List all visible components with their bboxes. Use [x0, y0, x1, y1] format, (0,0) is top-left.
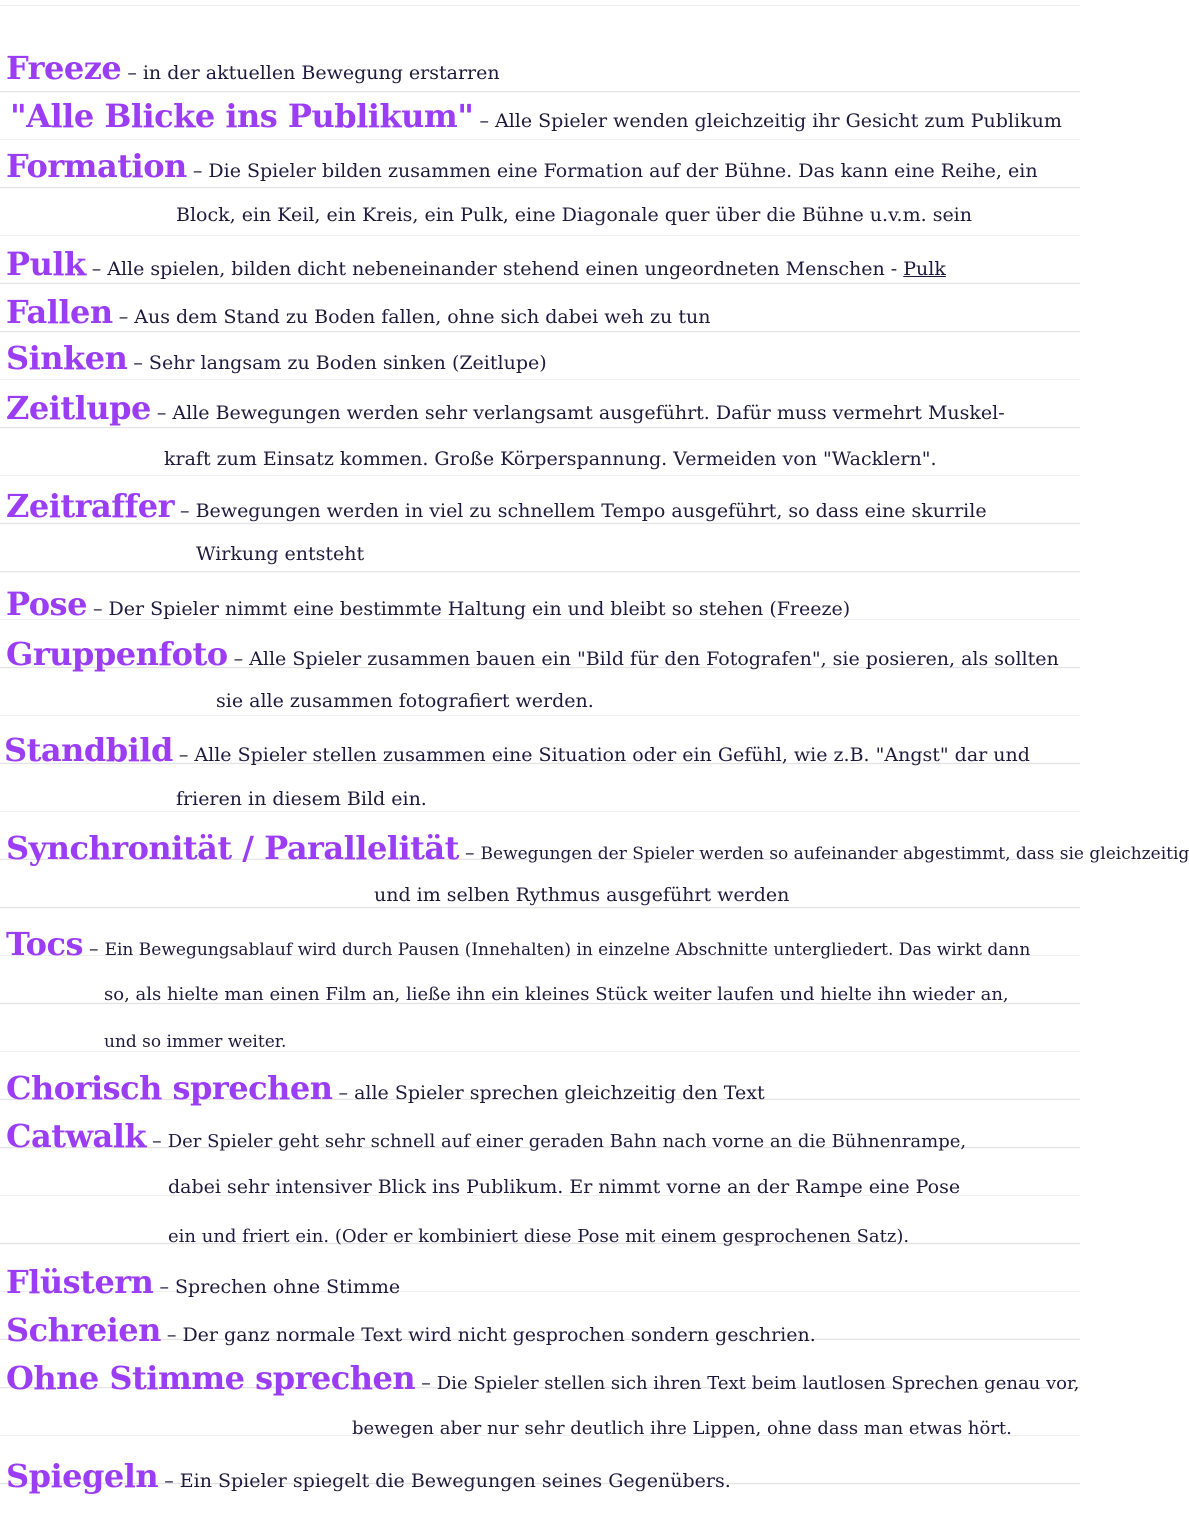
definition: Ein Bewegungsablauf wird durch Pausen (Innehalten) in einzelne Abschnitte untergliedert. Das wirkt dann: [104, 940, 1031, 960]
definition: Aus dem Stand zu Boden fallen, ohne sich dabei weh zu tun: [134, 306, 711, 328]
definition: Der ganz normale Text wird nicht gesprochen sondern geschrien.: [182, 1324, 816, 1346]
entry-catwalk: Catwalk – Der Spieler geht sehr schnell auf einer geraden Bahn nach vorne an die Bühnenrampe,: [6, 1117, 967, 1155]
entry-alle-blicke: "Alle Blicke ins Publikum" – Alle Spieler wenden gleichzeitig ihr Gesicht zum Publikum: [10, 97, 1062, 135]
term: Synchronität / Parallelität: [6, 829, 459, 867]
entry-pulk: Pulk – Alle spielen, bilden dicht nebeneinander stehend einen ungeordneten Menschen - Pulk: [6, 245, 946, 283]
definition: Alle Bewegungen werden sehr verlangsamt ausgeführt. Dafür muss vermehrt Muskel-: [172, 402, 1005, 424]
definition: Alle Spieler stellen zusammen eine Situation oder ein Gefühl, wie z.B. "Angst" dar und: [194, 744, 1030, 766]
entry-chorisch-sprechen: Chorisch sprechen – alle Spieler sprechen gleichzeitig den Text: [6, 1069, 765, 1107]
definition: Bewegungen der Spieler werden so aufeinander abgestimmt, dass sie gleichzeitig: [480, 844, 1189, 864]
term: Pulk: [6, 245, 86, 283]
term: Pose: [6, 585, 87, 623]
definition: alle Spieler sprechen gleichzeitig den Text: [354, 1082, 765, 1104]
entry-synchronitaet: Synchronität / Parallelität – Bewegungen der Spieler werden so aufeinander abgestimmt, dass sie gleichzeitig: [6, 829, 1189, 867]
definition: Der Spieler geht sehr schnell auf einer geraden Bahn nach vorne an die Bühnenrampe,: [167, 1131, 967, 1152]
entry-gruppenfoto: Gruppenfoto – Alle Spieler zusammen bauen ein "Bild für den Fotografen", sie posieren, als sollten: [6, 635, 1059, 673]
definition-continued: und im selben Rythmus ausgeführt werden: [374, 884, 790, 906]
definition: Bewegungen werden in viel zu schnellem Tempo ausgeführt, so dass eine skurrile: [195, 500, 987, 522]
definition-continued: dabei sehr intensiver Blick ins Publikum. Er nimmt vorne an der Rampe eine Pose: [168, 1176, 961, 1198]
term: "Alle Blicke ins Publikum": [10, 97, 474, 135]
definition-continued: ein und friert ein. (Oder er kombiniert diese Pose mit einem gesprochenen Satz).: [168, 1226, 910, 1247]
term: Catwalk: [6, 1117, 147, 1155]
term: Zeitlupe: [6, 389, 151, 427]
definition: Die Spieler stellen sich ihren Text beim lautlosen Sprechen genau vor,: [436, 1373, 1080, 1394]
definition: Alle Spieler wenden gleichzeitig ihr Gesicht zum Publikum: [494, 110, 1062, 132]
term: Fallen: [6, 293, 113, 331]
definition: Der Spieler nimmt eine bestimmte Haltung ein und bleibt so stehen (Freeze): [108, 598, 851, 620]
term: Sinken: [6, 339, 128, 377]
definition-continued: so, als hielte man einen Film an, ließe ihn ein kleines Stück weiter laufen und hielte ihn wieder an,: [104, 984, 1009, 1005]
term: Gruppenfoto: [6, 635, 228, 673]
entry-spiegeln: Spiegeln – Ein Spieler spiegelt die Bewegungen seines Gegenübers.: [6, 1457, 731, 1495]
definition-continued: bewegen aber nur sehr deutlich ihre Lippen, ohne dass man etwas hört.: [352, 1418, 1012, 1439]
term: Spiegeln: [6, 1457, 159, 1495]
term: Zeitraffer: [6, 487, 174, 525]
term: Formation: [6, 147, 187, 185]
term: Freeze: [6, 49, 122, 87]
definition-continued: Block, ein Keil, ein Kreis, ein Pulk, eine Diagonale quer über die Bühne u.v.m. sein: [176, 204, 972, 226]
term: Ohne Stimme sprechen: [6, 1359, 416, 1397]
entry-fluestern: Flüstern – Sprechen ohne Stimme: [6, 1263, 401, 1301]
entry-formation: Formation – Die Spieler bilden zusammen eine Formation auf der Bühne. Das kann eine Reihe, ein: [6, 147, 1038, 185]
definition-continued: und so immer weiter.: [104, 1032, 287, 1052]
entry-standbild: Standbild – Alle Spieler stellen zusammen eine Situation oder ein Gefühl, wie z.B. "Angst" dar und: [4, 731, 1030, 769]
definition: Die Spieler bilden zusammen eine Formation auf der Bühne. Das kann eine Reihe, ein: [208, 160, 1038, 182]
definition-continued: sie alle zusammen fotografiert werden.: [216, 690, 594, 712]
entry-zeitraffer: Zeitraffer – Bewegungen werden in viel zu schnellem Tempo ausgeführt, so dass eine skurrile: [6, 487, 987, 525]
definition-tail: Pulk: [903, 258, 946, 280]
definition: Sehr langsam zu Boden sinken (Zeitlupe): [148, 352, 547, 374]
definition: Ein Spieler spiegelt die Bewegungen seines Gegenübers.: [179, 1470, 731, 1492]
definition: Alle spielen, bilden dicht nebeneinander stehend einen ungeordneten Menschen -: [107, 258, 898, 280]
definition-continued: kraft zum Einsatz kommen. Große Körperspannung. Vermeiden von "Wacklern".: [164, 448, 937, 470]
definition: Sprechen ohne Stimme: [175, 1276, 401, 1298]
entry-fallen: Fallen – Aus dem Stand zu Boden fallen, ohne sich dabei weh zu tun: [6, 293, 711, 331]
entry-schreien: Schreien – Der ganz normale Text wird nicht gesprochen sondern geschrien.: [6, 1311, 816, 1349]
entry-freeze: Freeze – in der aktuellen Bewegung erstarren: [6, 49, 500, 87]
entry-ohne-stimme-sprechen: Ohne Stimme sprechen – Die Spieler stellen sich ihren Text beim lautlosen Sprechen genau vor,: [6, 1359, 1080, 1397]
entry-tocs: Tocs – Ein Bewegungsablauf wird durch Pausen (Innehalten) in einzelne Abschnitte untergliedert. Das wirkt dann: [6, 925, 1031, 963]
definition: in der aktuellen Bewegung erstarren: [142, 62, 500, 84]
definition-continued: Wirkung entsteht: [196, 543, 365, 565]
entry-pose: Pose – Der Spieler nimmt eine bestimmte Haltung ein und bleibt so stehen (Freeze): [6, 585, 851, 623]
term: Flüstern: [6, 1263, 154, 1301]
definition-continued: frieren in diesem Bild ein.: [176, 788, 427, 810]
term: Chorisch sprechen: [6, 1069, 333, 1107]
definition: Alle Spieler zusammen bauen ein "Bild für den Fotografen", sie posieren, als sollten: [249, 648, 1059, 670]
term: Tocs: [6, 925, 83, 963]
entry-zeitlupe: Zeitlupe – Alle Bewegungen werden sehr verlangsamt ausgeführt. Dafür muss vermehrt Muskel-: [6, 389, 1005, 427]
term: Schreien: [6, 1311, 161, 1349]
term: Standbild: [4, 731, 173, 769]
entry-sinken: Sinken – Sehr langsam zu Boden sinken (Zeitlupe): [6, 339, 547, 377]
